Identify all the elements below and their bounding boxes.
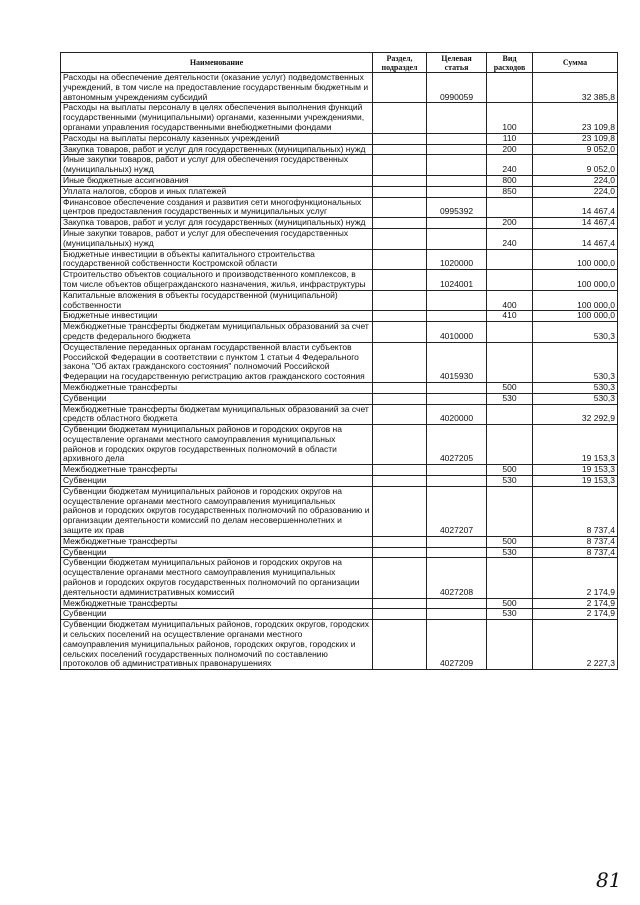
cell-vid <box>487 249 533 270</box>
cell-name: Межбюджетные трансферты бюджетам муниципальных образований за счет средств областного бюджета <box>61 404 373 425</box>
cell-vid <box>487 404 533 425</box>
budget-table <box>60 52 618 670</box>
table-row <box>61 228 618 249</box>
cell-name: Расходы на выплаты персоналу казенных учреждений <box>61 133 373 144</box>
cell-vid <box>487 73 533 103</box>
table-row <box>61 558 618 598</box>
cell-vid: 240 <box>487 228 533 249</box>
cell-target: 0990059 <box>427 73 487 103</box>
cell-target: 4027205 <box>427 425 487 465</box>
table-row <box>61 536 618 547</box>
cell-vid: 500 <box>487 382 533 393</box>
cell-vid: 530 <box>487 547 533 558</box>
table-row <box>61 598 618 609</box>
cell-razdel <box>373 536 427 547</box>
cell-target <box>427 311 487 322</box>
cell-sum: 14 467,4 <box>533 228 618 249</box>
cell-razdel <box>373 558 427 598</box>
cell-razdel <box>373 322 427 343</box>
table-row <box>61 547 618 558</box>
cell-razdel <box>373 465 427 476</box>
cell-vid: 410 <box>487 311 533 322</box>
table-row <box>61 197 618 218</box>
cell-vid: 200 <box>487 218 533 229</box>
cell-name: Межбюджетные трансферты <box>61 536 373 547</box>
cell-name: Строительство объектов социального и производственного комплексов, в том числе объектов общегражданского назначения, жилья, инфраструктуры <box>61 270 373 291</box>
cell-sum: 19 153,3 <box>533 476 618 487</box>
cell-vid: 850 <box>487 186 533 197</box>
table-row <box>61 133 618 144</box>
cell-vid: 100 <box>487 103 533 133</box>
cell-sum: 8 737,4 <box>533 536 618 547</box>
table-row <box>61 486 618 536</box>
column-header-sum: Сумма <box>533 53 618 73</box>
handwritten-page-number: 81 <box>596 868 622 892</box>
cell-target <box>427 609 487 620</box>
cell-name: Межбюджетные трансферты <box>61 465 373 476</box>
cell-target: 1024001 <box>427 270 487 291</box>
table-row <box>61 175 618 186</box>
cell-name: Расходы на выплаты персоналу в целях обеспечения выполнения функций государственными (муниципальными) органами, казенными учреждениями, органами управления государственными внебюджетными фондами <box>61 103 373 133</box>
cell-razdel <box>373 620 427 670</box>
cell-razdel <box>373 175 427 186</box>
cell-sum: 530,3 <box>533 382 618 393</box>
cell-sum: 23 109,8 <box>533 133 618 144</box>
table-row <box>61 425 618 465</box>
table-row <box>61 393 618 404</box>
table-row <box>61 322 618 343</box>
table-row <box>61 218 618 229</box>
cell-sum: 100 000,0 <box>533 290 618 311</box>
column-header-target: Целевая статья <box>427 53 487 73</box>
cell-vid <box>487 558 533 598</box>
cell-name: Бюджетные инвестиции в объекты капитального строительства государственной собственности Костромской области <box>61 249 373 270</box>
cell-vid <box>487 342 533 382</box>
cell-razdel <box>373 598 427 609</box>
cell-target <box>427 103 487 133</box>
cell-target <box>427 175 487 186</box>
cell-name: Субвенции <box>61 609 373 620</box>
table-row <box>61 290 618 311</box>
cell-vid <box>487 322 533 343</box>
cell-sum: 100 000,0 <box>533 249 618 270</box>
cell-name: Субвенции бюджетам муниципальных районов, городских округов, городских и сельских поселений на осуществление органами местного самоуправления муниципальных районов, городских округов, городских и сельских поселений государственных полномочий по составлению протоколов об административных правонарушениях <box>61 620 373 670</box>
cell-name: Иные бюджетные ассигнования <box>61 175 373 186</box>
cell-vid: 530 <box>487 393 533 404</box>
cell-razdel <box>373 144 427 155</box>
cell-razdel <box>373 155 427 176</box>
cell-name: Субвенции <box>61 547 373 558</box>
table-row <box>61 73 618 103</box>
cell-sum: 8 737,4 <box>533 547 618 558</box>
cell-vid: 200 <box>487 144 533 155</box>
cell-razdel <box>373 425 427 465</box>
table-row <box>61 270 618 291</box>
cell-target <box>427 290 487 311</box>
table-row <box>61 186 618 197</box>
cell-sum: 14 467,4 <box>533 218 618 229</box>
cell-target <box>427 393 487 404</box>
cell-target <box>427 465 487 476</box>
cell-razdel <box>373 73 427 103</box>
table-row <box>61 382 618 393</box>
cell-razdel <box>373 311 427 322</box>
cell-vid: 500 <box>487 598 533 609</box>
table-row <box>61 620 618 670</box>
cell-razdel <box>373 393 427 404</box>
cell-target <box>427 133 487 144</box>
cell-target <box>427 144 487 155</box>
cell-razdel <box>373 382 427 393</box>
cell-name: Межбюджетные трансферты <box>61 598 373 609</box>
cell-name: Межбюджетные трансферты бюджетам муниципальных образований за счет средств федерального бюджета <box>61 322 373 343</box>
cell-sum: 14 467,4 <box>533 197 618 218</box>
cell-sum: 9 052,0 <box>533 155 618 176</box>
cell-vid <box>487 425 533 465</box>
cell-vid: 240 <box>487 155 533 176</box>
cell-razdel <box>373 547 427 558</box>
cell-sum: 100 000,0 <box>533 270 618 291</box>
cell-target <box>427 186 487 197</box>
cell-sum: 2 227,3 <box>533 620 618 670</box>
cell-razdel <box>373 218 427 229</box>
table-row <box>61 465 618 476</box>
table-row <box>61 311 618 322</box>
cell-vid: 530 <box>487 476 533 487</box>
cell-name: Уплата налогов, сборов и иных платежей <box>61 186 373 197</box>
cell-name: Иные закупки товаров, работ и услуг для обеспечения государственных (муниципальных) нужд <box>61 155 373 176</box>
cell-razdel <box>373 228 427 249</box>
cell-vid: 500 <box>487 465 533 476</box>
cell-name: Субвенции <box>61 393 373 404</box>
table-row <box>61 476 618 487</box>
column-header-name: Наименование <box>61 53 373 73</box>
cell-razdel <box>373 270 427 291</box>
table-row <box>61 404 618 425</box>
cell-vid: 110 <box>487 133 533 144</box>
column-header-razdel: Раздел, подраздел <box>373 53 427 73</box>
cell-target: 4027209 <box>427 620 487 670</box>
cell-target: 4020000 <box>427 404 487 425</box>
cell-sum: 19 153,3 <box>533 425 618 465</box>
cell-vid <box>487 486 533 536</box>
cell-sum: 100 000,0 <box>533 311 618 322</box>
cell-sum: 224,0 <box>533 175 618 186</box>
cell-vid <box>487 270 533 291</box>
cell-name: Субвенции <box>61 476 373 487</box>
cell-razdel <box>373 290 427 311</box>
cell-target <box>427 382 487 393</box>
cell-sum: 530,3 <box>533 342 618 382</box>
cell-name: Субвенции бюджетам муниципальных районов и городских округов на осуществление органами местного самоуправления муниципальных районов и городских округов государственных полномочий по организации деятельности административных комиссий <box>61 558 373 598</box>
cell-name: Закупка товаров, работ и услуг для государственных (муниципальных) нужд <box>61 218 373 229</box>
cell-sum: 9 052,0 <box>533 144 618 155</box>
cell-vid: 500 <box>487 536 533 547</box>
cell-target: 1020000 <box>427 249 487 270</box>
cell-name: Иные закупки товаров, работ и услуг для обеспечения государственных (муниципальных) нужд <box>61 228 373 249</box>
cell-razdel <box>373 476 427 487</box>
cell-target <box>427 228 487 249</box>
table-row <box>61 249 618 270</box>
cell-razdel <box>373 342 427 382</box>
cell-razdel <box>373 404 427 425</box>
cell-sum: 224,0 <box>533 186 618 197</box>
cell-vid <box>487 620 533 670</box>
cell-razdel <box>373 486 427 536</box>
cell-target <box>427 598 487 609</box>
table-header-row <box>61 53 618 73</box>
cell-name: Осуществление переданных органам государственной власти субъектов Российской Федерации в соответствии с пунктом 1 статьи 4 Федерального закона "Об актах гражданского состояния" полномочий Российской Федерации на государственную регистрацию актов гражданского состояния <box>61 342 373 382</box>
cell-target <box>427 155 487 176</box>
cell-sum: 23 109,8 <box>533 103 618 133</box>
cell-razdel <box>373 249 427 270</box>
cell-target <box>427 218 487 229</box>
cell-sum: 2 174,9 <box>533 609 618 620</box>
cell-sum: 19 153,3 <box>533 465 618 476</box>
cell-target: 4010000 <box>427 322 487 343</box>
cell-target: 0995392 <box>427 197 487 218</box>
cell-vid <box>487 197 533 218</box>
cell-name: Капитальные вложения в объекты государственной (муниципальной) собственности <box>61 290 373 311</box>
cell-vid: 800 <box>487 175 533 186</box>
cell-sum: 530,3 <box>533 393 618 404</box>
cell-sum: 8 737,4 <box>533 486 618 536</box>
cell-sum: 2 174,9 <box>533 558 618 598</box>
table-body <box>61 73 618 670</box>
table-row <box>61 144 618 155</box>
table-row <box>61 155 618 176</box>
cell-name: Субвенции бюджетам муниципальных районов и городских округов на осуществление органами местного самоуправления муниципальных районов и городских округов государственных полномочий в области архивного дела <box>61 425 373 465</box>
cell-target <box>427 547 487 558</box>
cell-razdel <box>373 609 427 620</box>
cell-razdel <box>373 133 427 144</box>
cell-name: Финансовое обеспечение создания и развития сети многофункциональных центров предоставления государственных и муниципальных услуг <box>61 197 373 218</box>
cell-target: 4027208 <box>427 558 487 598</box>
cell-name: Субвенции бюджетам муниципальных районов и городских округов на осуществление органами местного самоуправления муниципальных районов и городских округов государственных полномочий по образованию и организации деятельности комиссий по делам несовершеннолетних и защите их прав <box>61 486 373 536</box>
table-row <box>61 609 618 620</box>
cell-name: Межбюджетные трансферты <box>61 382 373 393</box>
cell-razdel <box>373 197 427 218</box>
cell-target: 4015930 <box>427 342 487 382</box>
cell-name: Закупка товаров, работ и услуг для государственных (муниципальных) нужд <box>61 144 373 155</box>
cell-sum: 2 174,9 <box>533 598 618 609</box>
cell-vid: 400 <box>487 290 533 311</box>
cell-razdel <box>373 186 427 197</box>
table-row <box>61 103 618 133</box>
cell-vid: 530 <box>487 609 533 620</box>
cell-target <box>427 536 487 547</box>
cell-razdel <box>373 103 427 133</box>
cell-name: Бюджетные инвестиции <box>61 311 373 322</box>
cell-sum: 32 292,9 <box>533 404 618 425</box>
cell-target: 4027207 <box>427 486 487 536</box>
table-row <box>61 342 618 382</box>
column-header-vid: Вид расходов <box>487 53 533 73</box>
cell-sum: 32 385,8 <box>533 73 618 103</box>
cell-target <box>427 476 487 487</box>
cell-sum: 530,3 <box>533 322 618 343</box>
cell-name: Расходы на обеспечение деятельности (оказание услуг) подведомственных учреждений, в том числе на предоставление государственным бюджетным и автономным учреждениям субсидий <box>61 73 373 103</box>
